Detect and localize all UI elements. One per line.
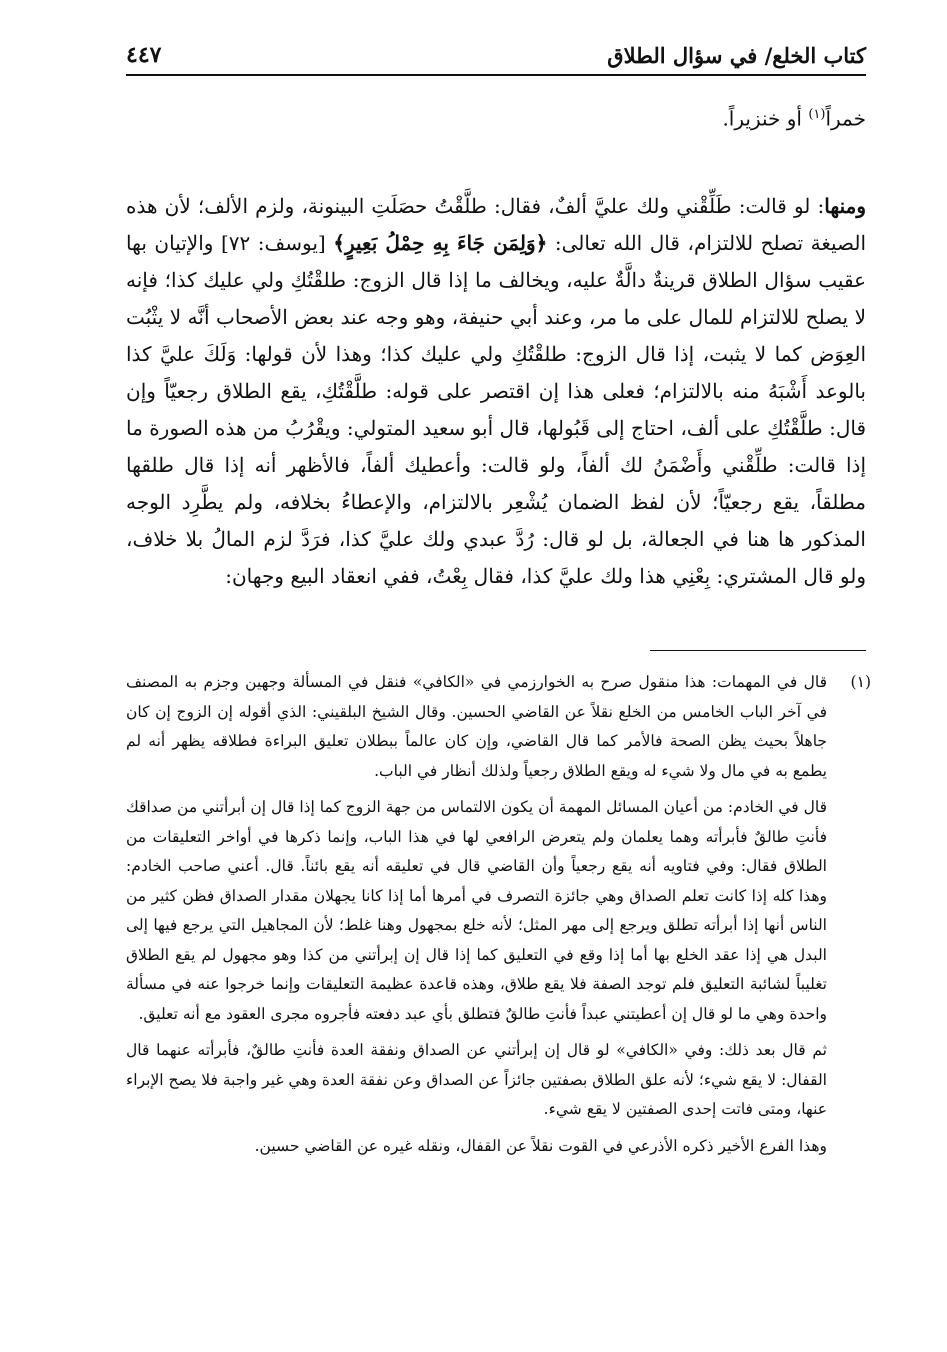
running-title: كتاب الخلع/ في سؤال الطلاق bbox=[607, 43, 866, 68]
quran-quote: ﴿وَلِمَن جَاءَ بِهِ حِمْلُ بَعِيرٍ﴾ bbox=[333, 230, 548, 255]
paragraph-text-part2: [يوسف: ٧٢] والإتيان بها عقيب سؤال الطلاق قرينةٌ دالَّةٌ عليه، ويخالف ما إذا قال الزوج: طلقْتُكِ ولي عليك كذا؛ فإنه لا يصلح للالتزام للمال على ما مر، وعند أبي حنيفة، وهو وجه عند بعض الأصحاب أنَّه لا يثْبُت العِوَض كما لا يثبت، إذا قال الزوج: طلقْتُكِ ولي عليك كذا؛ وهذا لأن قولها: وَلَكَ عليَّ كذا بالوعد أَشْبَهُ منه بالالتزام؛ فعلى هذا إن اقتصر على قوله: طلَّقْتُكِ، يقع الطلاق رجعيّاً وإن قال: طلَّقْتُكِ على ألف، احتاج إلى قَبُولها، قال أبو سعيد المتولي: ويقْرُبُ من هذه الصورة ما إذا قالت: طلِّقْني وأَضْمَنُ لك ألفاً، ولو قالت: وأعطيك ألفاً، فالأظهر أنه إذا قال طلقها مطلقاً، يقع رجعيّاً؛ لأن لفظ الضمان يُشْعِر بالالتزام، والإعطاءُ بخلافه، ولم يطَّرِد الوجه المذكور ها هنا في الجعالة، بل لو قال: رُدَّ عبدي ولك عليَّ كذا، فرَدَّ لزم المالُ بلا خلاف، ولو قال المشتري: بِعْنِي هذا ولك عليَّ كذا، فقال بِعْتُ، ففي انعقاد البيع وجهان: bbox=[126, 230, 866, 588]
footnotes bbox=[126, 668, 871, 1168]
carryover-line bbox=[126, 96, 866, 138]
footnote-paragraph: قال في المهمات: هذا منقول صرح به الخوارزمي في «الكافي» فنقل في المسألة وجهين وجزم به المصنف في آخر الباب الخامس من الخلع نقلاً عن القاضي الحسين. وقال الشيخ البلقيني: الذي أقوله إن الزوج إن كان جاهلاً بحيث يظن الصحة فالأمر كما قال القاضي، وإن كان عالماً ببطلان تعليق البراءة فطلاقه يظهر أنه لم يطمع به في مال ولا شيء له ويقع الطلاق رجعياً ولذلك أنظار في الباب. bbox=[126, 673, 827, 780]
main-paragraph bbox=[126, 188, 866, 595]
footnote-paragraph: ثم قال بعد ذلك: وفي «الكافي» لو قال إن إبرأتني عن الصداق ونفقة العدة فأنتِ طالقٌ، فأبرأته عنهما قال القفال: لا يقع شيء؛ لأنه علق الطلاق بصفتين جائزاً عن الصداق وعن نفقة العدة وهي غير واجبة فلا يصح الإبراء عنها، ومتى فاتت إحدى الصفتين لا يقع شيء. bbox=[126, 1041, 827, 1118]
footnote-paragraph: قال في الخادم: من أعيان المسائل المهمة أن يكون الالتماس من جهة الزوج كما إذا قال إن أبرأتني من صداقك فأنتِ طالقٌ فأبرأته وهما يعلمان ولم يتعرض الرافعي لها في هذا الباب، وإنما ذكرها في أواخر التعليقات من الطلاق فقال: وفي فتاويه أنه يقع رجعياً وأن القاضي قال في تعليقه أنه يقع بائناً. قال. أعني صاحب الخادم: وهذا كله إذا كانت تعلم الصداق وهي جائزة التصرف في أمرها أما إذا كانا يجهلان مقدار الصداق فظن كثير من الناس أنها إذا أبرأته تطلق ويرجع إلى مهر المثل؛ لأنه خلع بمجهول وهنا غلط؛ لأن المجاهيل التي يرجع فيها إلى البدل هي إذا عقد الخلع بها أما إذا وقع في التعليق كما إذا قال إن إبرأتني من كذا وهو مجهول لم يقع الطلاق تغليباً لشائبة التعليق فلم توجد الصفة فلا يقع طلاق، وهذه قاعدة عظيمة التعليقات وإنما خرجوا عنه في مسألة واحدة وهي ما لو قال إن أعطيتني عبداً فأنتِ طالقٌ فتطلق بأي عبد دفعته فأجروه مجرى العقود مع أنه تعليق. bbox=[126, 798, 827, 1023]
carryover-word: خمراً bbox=[825, 106, 866, 131]
running-header bbox=[126, 30, 866, 76]
main-text bbox=[126, 96, 866, 595]
paragraph-keyword: ومنها bbox=[824, 193, 866, 218]
footnote-body bbox=[126, 668, 827, 1168]
footnote-1 bbox=[126, 668, 871, 1168]
paragraph-text-part1: : لو قالت: طَلِّقْني ولك عليَّ ألفٌ، فقال: طلَّقْتُ حصَلَتِ البينونة، ولزم الألف؛ لأن هذه الصيغة تصلح للالتزام، قال الله تعالى: bbox=[126, 193, 866, 255]
footnote-number: (١) bbox=[850, 673, 871, 691]
carryover-rest: أو خنزيراً. bbox=[722, 106, 809, 131]
footnote-separator bbox=[650, 650, 866, 651]
footnote-reference: (١) bbox=[808, 107, 826, 122]
footnote-paragraph: وهذا الفرع الأخير ذكره الأذرعي في القوت نقلاً عن القفال، ونقله غيره عن القاضي حسين. bbox=[254, 1136, 827, 1155]
page-number: ٤٤٧ bbox=[126, 42, 162, 68]
